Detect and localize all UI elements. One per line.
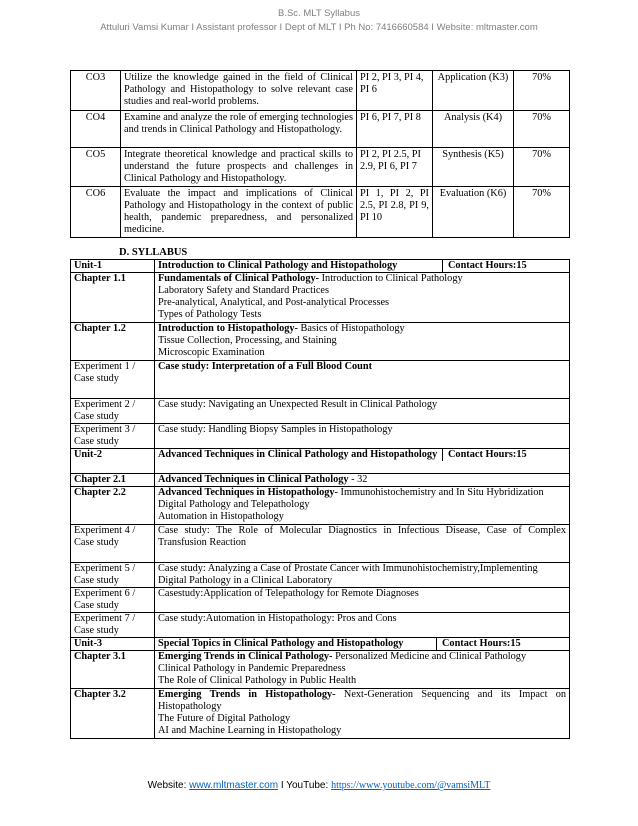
co-code: CO3 <box>71 71 121 111</box>
chapter-label: Chapter 1.2 <box>71 323 155 361</box>
table-row <box>71 111 570 148</box>
chapter-row <box>71 689 570 739</box>
chapter-content <box>155 651 570 689</box>
table-row <box>71 148 570 187</box>
chapter-topic: Pre-analytical, Analytical, and Post-analytical Processes <box>158 297 390 308</box>
co-description: Examine and analyze the role of emerging technologies and trends in Clinical Pathology and Histopathology. <box>121 111 357 148</box>
chapter-label: Chapter 2.2 <box>71 487 155 525</box>
co-description: Integrate theoretical knowledge and practical skills to understand the future prospects and challenges in Clinical Pathology and Histopathology. <box>121 148 357 187</box>
chapter-row <box>71 273 570 323</box>
chapter-topic: Basics of Histopathology <box>297 323 405 334</box>
chapter-heading: Introduction to Histopathology- <box>158 323 298 334</box>
chapter-content <box>155 474 570 487</box>
co-description: Utilize the knowledge gained in the field of Clinical Pathology and Histopathology to solve relevant case studies and real-world problems. <box>121 71 357 111</box>
experiment-text: Casestudy:Application of Telepathology for Remote Diagnoses <box>155 588 570 613</box>
section-title: D. SYLLABUS <box>119 247 188 258</box>
chapter-topic: Introduction to Clinical Pathology <box>319 273 463 284</box>
chapter-heading: Emerging Trends in Clinical Pathology- <box>158 651 333 662</box>
experiment-text: Case study: The Role of Molecular Diagnostics in Infectious Disease, Case of Complex Transfusion Reaction <box>155 525 570 563</box>
experiment-text: Case study:Automation in Histopathology: Pros and Cons <box>155 613 570 638</box>
experiment-label: Experiment 1 / Case study <box>71 361 155 399</box>
co-level: Evaluation (K6) <box>433 187 514 238</box>
chapter-topic: AI and Machine Learning in Histopathology <box>158 725 342 736</box>
chapter-topic: Next-Generation Sequencing and its Impact on Histopathology <box>158 689 567 712</box>
contact-hours: Contact Hours:15 <box>442 449 566 461</box>
experiment-label: Experiment 2 / Case study <box>71 399 155 424</box>
chapter-topic: Immunohistochemistry and In Situ Hybridization <box>337 487 544 498</box>
chapter-topic: Microscopic Examination <box>158 347 265 358</box>
chapter-topic: The Role of Clinical Pathology in Public Health <box>158 675 357 686</box>
unit-row <box>71 638 570 651</box>
chapter-content <box>155 487 570 525</box>
experiment-text: Case study: Interpretation of a Full Blood Count <box>155 361 570 399</box>
experiment-row <box>71 525 570 563</box>
experiment-label: Experiment 5 / Case study <box>71 563 155 588</box>
unit-label: Unit-1 <box>71 260 155 273</box>
chapter-label: Chapter 2.1 <box>71 474 155 487</box>
syllabus-table <box>70 259 570 739</box>
chapter-heading: Emerging Trends in Histopathology- <box>158 689 336 700</box>
experiment-row <box>71 424 570 449</box>
experiment-text: Case study: Handling Biopsy Samples in Histopathology <box>155 424 570 449</box>
co-code: CO4 <box>71 111 121 148</box>
chapter-topic: Digital Pathology and Telepathology <box>158 499 310 510</box>
unit-row <box>71 449 570 474</box>
co-target: 70% <box>514 71 570 111</box>
header-subtitle: Attuluri Vamsi Kumar I Assistant professor I Dept of MLT I Ph No: 7416660584 I Website: mltmaster.com <box>100 22 538 33</box>
experiment-row <box>71 613 570 638</box>
co-level: Analysis (K4) <box>433 111 514 148</box>
experiment-label: Experiment 7 / Case study <box>71 613 155 638</box>
chapter-topic: Tissue Collection, Processing, and Staining <box>158 335 337 346</box>
chapter-heading: Advanced Techniques in Clinical Pathology <box>158 474 349 485</box>
co-code: CO5 <box>71 148 121 187</box>
chapter-topic: Laboratory Safety and Standard Practices <box>158 285 329 296</box>
header-title: B.Sc. MLT Syllabus <box>277 8 360 19</box>
chapter-topic: Personalized Medicine and Clinical Pathology <box>332 651 527 662</box>
footer-website-label: Website: <box>147 780 190 791</box>
co-pi: PI 2, PI 3, PI 4, PI 6 <box>357 71 433 111</box>
chapter-row <box>71 474 570 487</box>
chapter-content <box>155 689 570 739</box>
experiment-row <box>71 399 570 424</box>
co-pi: PI 2, PI 2.5, PI 2.9, PI 6, PI 7 <box>357 148 433 187</box>
co-pi: PI 6, PI 7, PI 8 <box>357 111 433 148</box>
chapter-row <box>71 323 570 361</box>
co-target: 70% <box>514 148 570 187</box>
chapter-topic: - 32 <box>348 474 368 485</box>
contact-hours: Contact Hours:15 <box>436 638 566 650</box>
page-footer <box>0 780 638 791</box>
co-level: Application (K3) <box>433 71 514 111</box>
experiment-label: Experiment 6 / Case study <box>71 588 155 613</box>
chapter-heading: Fundamentals of Clinical Pathology- <box>158 273 320 284</box>
experiment-text: Case study: Navigating an Unexpected Result in Clinical Pathology <box>155 399 570 424</box>
table-row <box>71 187 570 238</box>
experiment-row <box>71 563 570 588</box>
chapter-topic: Automation in Histopathology <box>158 511 284 522</box>
course-outcomes-table <box>70 70 570 238</box>
experiment-label: Experiment 3 / Case study <box>71 424 155 449</box>
experiment-row <box>71 588 570 613</box>
unit-title: Advanced Techniques in Clinical Pathology and Histopathology <box>158 449 438 460</box>
experiment-text: Case study: Analyzing a Case of Prostate Cancer with Immunohistochemistry,Implementing Digital Pathology in a Clinical Laboratory <box>155 563 570 588</box>
chapter-row <box>71 651 570 689</box>
co-target: 70% <box>514 187 570 238</box>
chapter-heading: Advanced Techniques in Histopathology- <box>158 487 338 498</box>
chapter-topic: Types of Pathology Tests <box>158 309 262 320</box>
chapter-label: Chapter 3.2 <box>71 689 155 739</box>
chapter-content <box>155 323 570 361</box>
chapter-topic: Clinical Pathology in Pandemic Preparedness <box>158 663 346 674</box>
experiment-row <box>71 361 570 399</box>
co-target: 70% <box>514 111 570 148</box>
chapter-row <box>71 487 570 525</box>
experiment-label: Experiment 4 / Case study <box>71 525 155 563</box>
unit-label: Unit-3 <box>71 638 155 651</box>
unit-title: Special Topics in Clinical Pathology and Histopathology <box>158 638 404 649</box>
youtube-link[interactable]: https://www.youtube.com/@vamsiMLT <box>331 780 491 791</box>
chapter-topic: The Future of Digital Pathology <box>158 713 291 724</box>
unit-label: Unit-2 <box>71 449 155 474</box>
co-level: Synthesis (K5) <box>433 148 514 187</box>
unit-row <box>71 260 570 273</box>
co-code: CO6 <box>71 187 121 238</box>
chapter-content <box>155 273 570 323</box>
contact-hours: Contact Hours:15 <box>442 260 566 272</box>
chapter-label: Chapter 3.1 <box>71 651 155 689</box>
footer-separator: I YouTube: <box>278 780 332 791</box>
website-link[interactable]: www.mltmaster.com <box>189 780 279 791</box>
co-description: Evaluate the impact and implications of Clinical Pathology and Histopathology in the context of public health, pandemic preparedness, and personalized medicine. <box>121 187 357 238</box>
table-row <box>71 71 570 111</box>
chapter-label: Chapter 1.1 <box>71 273 155 323</box>
unit-title: Introduction to Clinical Pathology and Histopathology <box>158 260 398 271</box>
co-pi: PI 1, PI 2, PI 2.5, PI 2.8, PI 9, PI 10 <box>357 187 433 238</box>
